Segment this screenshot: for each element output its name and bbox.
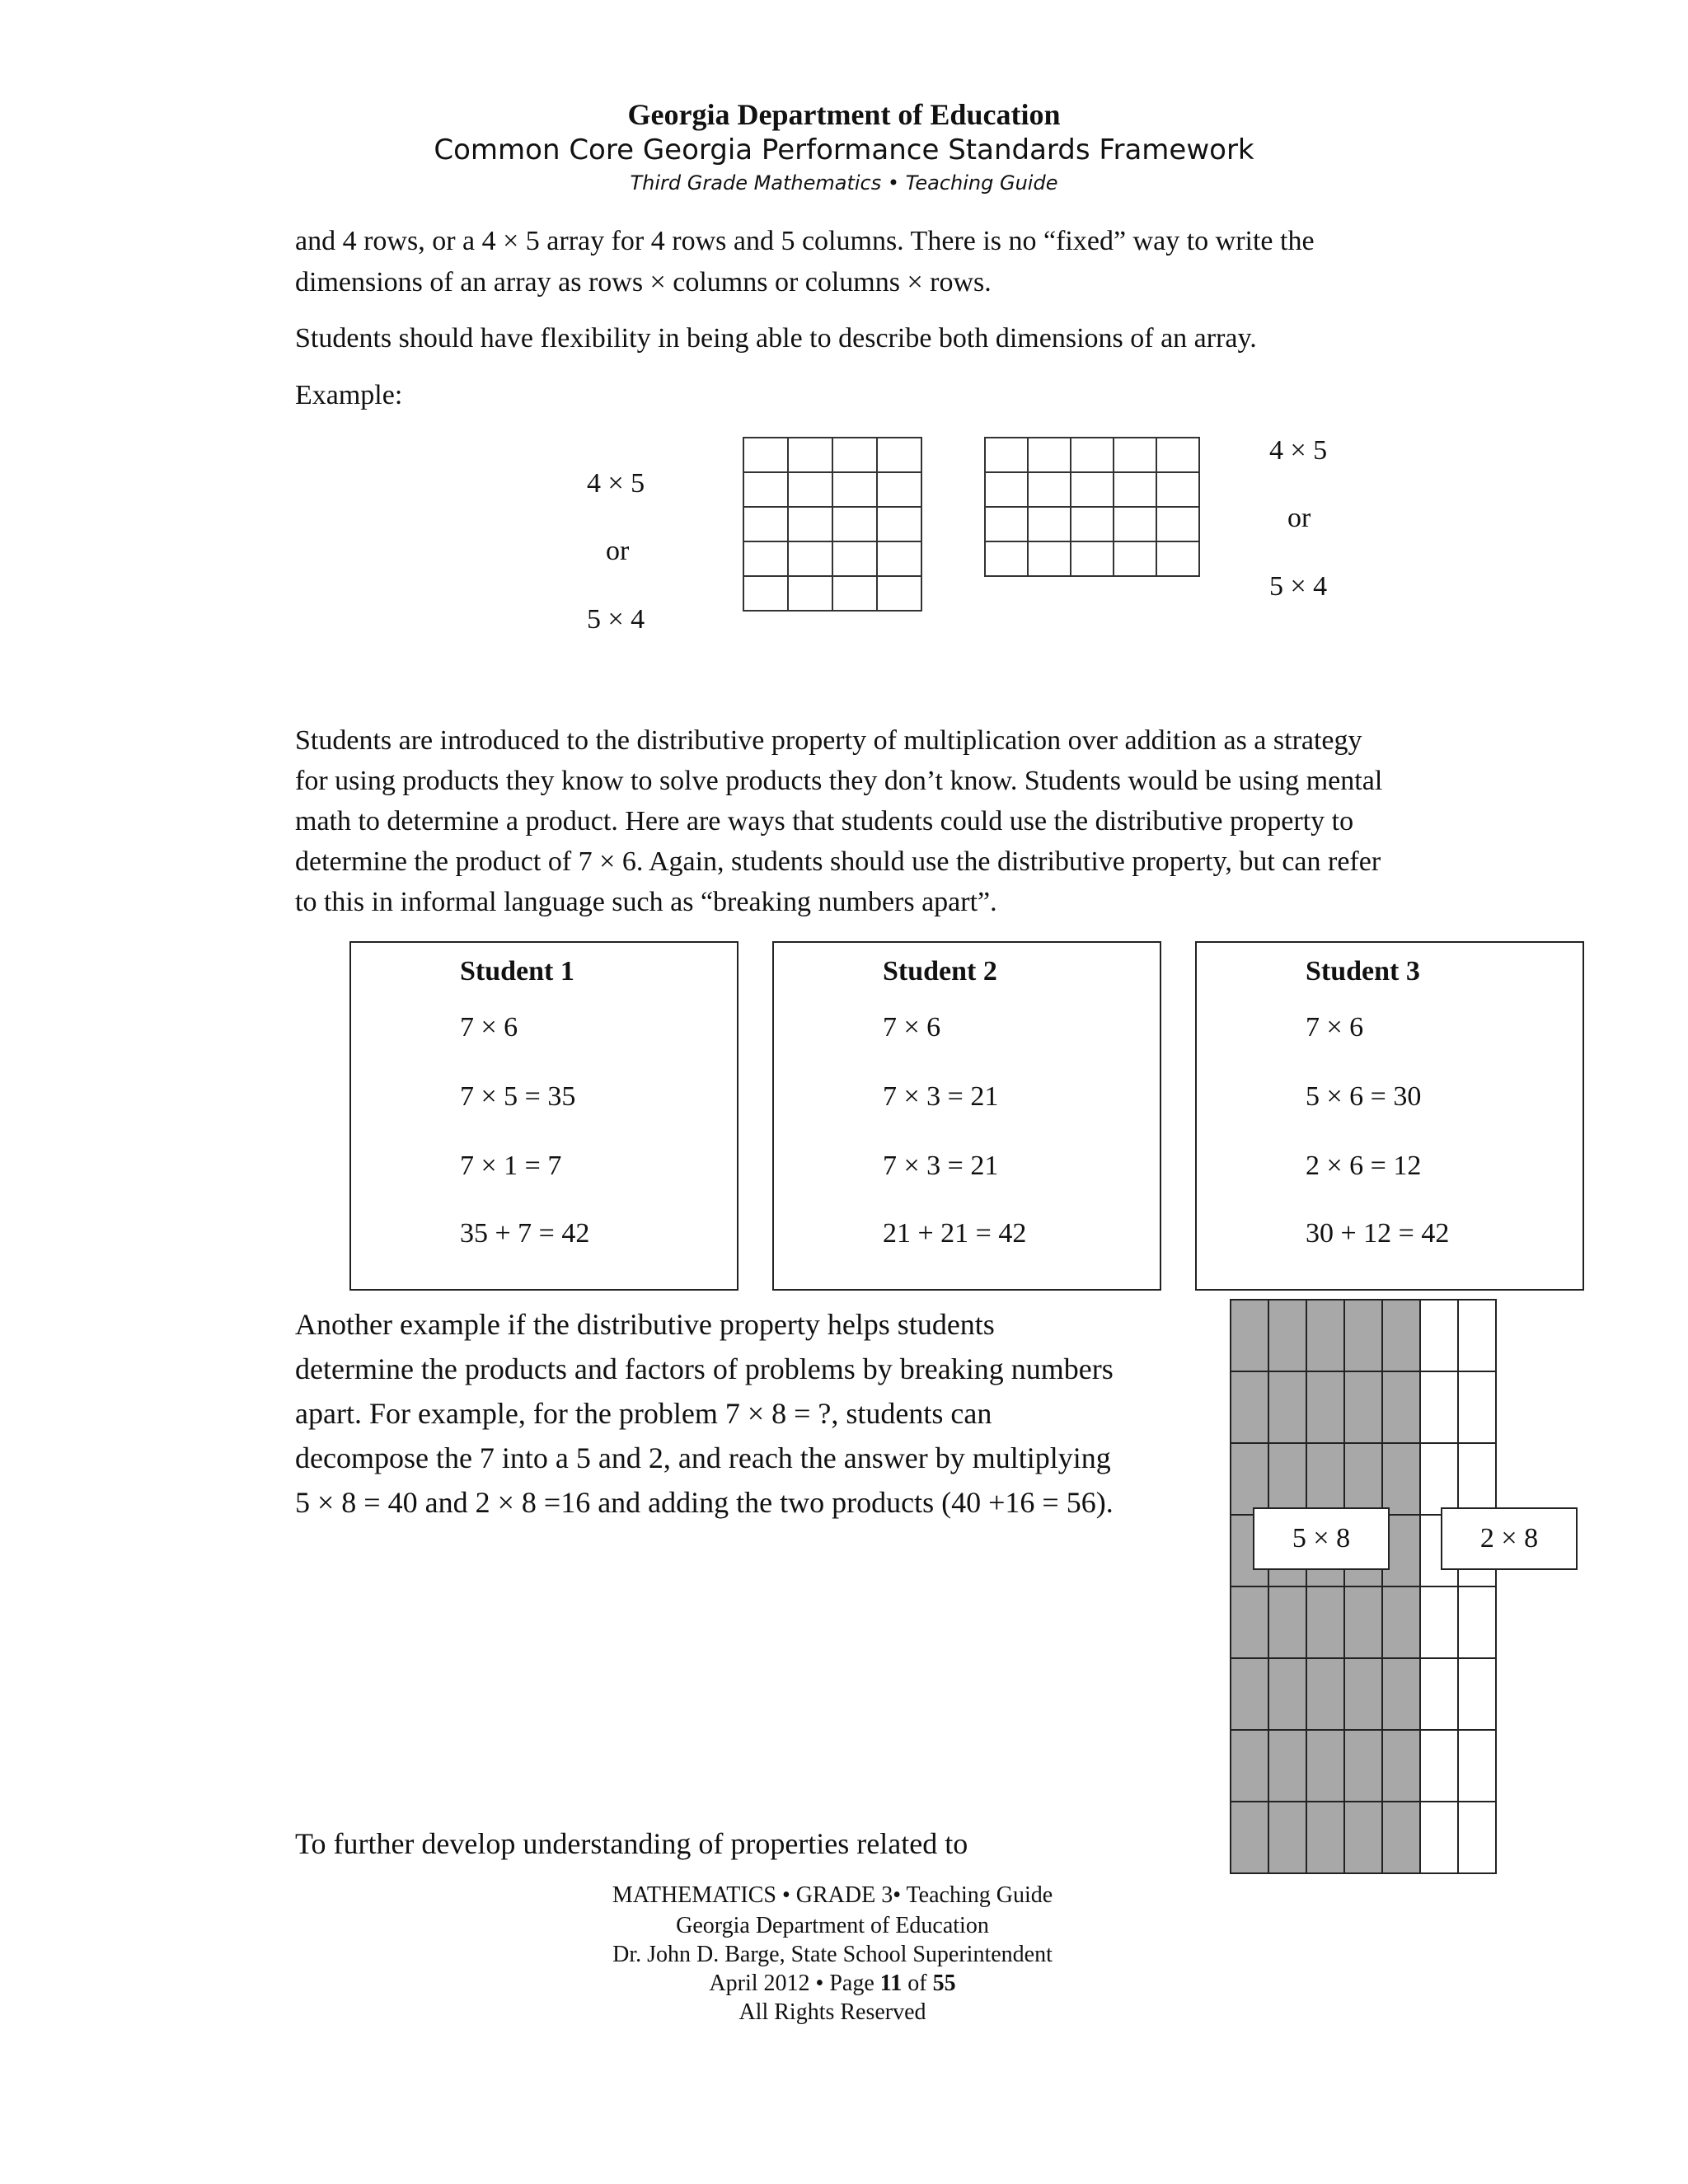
student-2-box xyxy=(772,941,1161,1291)
doc-header-framework: Common Core Georgia Performance Standards Framework xyxy=(434,134,1254,166)
shaded-cell xyxy=(1231,1371,1268,1443)
shaded-cell xyxy=(1306,1443,1344,1515)
another-line-2: determine the products and factors of problems by breaking numbers xyxy=(295,1352,1114,1385)
distributive-line-2: for using products they know to solve products they don’t know. Students would be using mental xyxy=(295,766,1383,796)
footer-rights: All Rights Reserved xyxy=(738,1999,926,2025)
flexibility-sentence: Students should have flexibility in being able to describe both dimensions of an array. xyxy=(295,323,1257,354)
another-line-1: Another example if the distributive property helps students xyxy=(295,1308,995,1341)
array-cell xyxy=(1071,438,1114,472)
shaded-cell xyxy=(1306,1802,1344,1873)
plain-cell xyxy=(1458,1300,1496,1371)
shaded-cell xyxy=(1382,1658,1420,1730)
array-5-by-4 xyxy=(743,437,922,612)
array-cell xyxy=(832,541,877,576)
example-label: Example: xyxy=(295,380,403,410)
array-cell xyxy=(832,472,877,507)
left-array-label-or: or xyxy=(606,536,630,566)
array-cell xyxy=(788,576,832,611)
array-cell xyxy=(743,507,788,541)
shaded-cell xyxy=(1306,1730,1344,1802)
array-cell xyxy=(1028,541,1071,576)
left-array-label-bottom: 5 × 4 xyxy=(587,604,645,635)
student-2-line: 7 × 3 = 21 xyxy=(883,1151,999,1181)
array-cell xyxy=(1156,438,1199,472)
shaded-cell xyxy=(1231,1658,1268,1730)
array-cell xyxy=(743,438,788,472)
array-7-by-8-decomposed xyxy=(1230,1299,1497,1874)
student-2-line: 7 × 6 xyxy=(883,1012,941,1043)
footer-superintendent: Dr. John D. Barge, State School Superintendent xyxy=(612,1942,1053,1967)
plain-cell xyxy=(1420,1658,1458,1730)
array-cell xyxy=(877,507,921,541)
plain-cell xyxy=(1420,1586,1458,1658)
plain-cell xyxy=(1458,1730,1496,1802)
plain-cell xyxy=(1458,1586,1496,1658)
array-cell xyxy=(832,438,877,472)
shaded-cell xyxy=(1268,1586,1306,1658)
array-cell xyxy=(877,541,921,576)
another-example-paragraph xyxy=(295,1302,1218,1525)
array-cell xyxy=(743,541,788,576)
shaded-cell xyxy=(1344,1443,1382,1515)
array-cell xyxy=(985,438,1028,472)
array-cell xyxy=(1156,507,1199,541)
shaded-cell xyxy=(1344,1658,1382,1730)
doc-header-subtitle: Third Grade Mathematics • Teaching Guide xyxy=(630,171,1058,194)
student-1-line: 7 × 1 = 7 xyxy=(460,1151,562,1181)
plain-cell xyxy=(1458,1371,1496,1443)
shaded-cell xyxy=(1268,1802,1306,1873)
array-cell xyxy=(1114,438,1156,472)
shaded-cell xyxy=(1344,1300,1382,1371)
shaded-cell xyxy=(1344,1371,1382,1443)
shaded-cell xyxy=(1231,1802,1268,1873)
shaded-cell xyxy=(1231,1300,1268,1371)
doc-header-org: Georgia Department of Education xyxy=(627,98,1061,131)
right-array-label-top: 4 × 5 xyxy=(1269,435,1328,466)
right-array-label-or: or xyxy=(1287,503,1311,533)
array-cell xyxy=(1028,507,1071,541)
shaded-cell xyxy=(1382,1802,1420,1873)
distributive-line-5: to this in informal language such as “breaking numbers apart”. xyxy=(295,887,997,917)
array-cell xyxy=(1114,472,1156,507)
array-cell xyxy=(788,438,832,472)
array-cell xyxy=(985,507,1028,541)
array-cell xyxy=(1071,507,1114,541)
array-cell xyxy=(1028,472,1071,507)
student-3-title: Student 3 xyxy=(1306,956,1420,987)
student-1-box xyxy=(349,941,738,1291)
footer-page-total: 55 xyxy=(932,1971,956,1996)
plain-cell xyxy=(1420,1802,1458,1873)
array-cell xyxy=(832,507,877,541)
array-cell xyxy=(1071,541,1114,576)
array-cell xyxy=(985,541,1028,576)
student-1-title: Student 1 xyxy=(460,956,574,987)
array-cell xyxy=(832,576,877,611)
array-cell xyxy=(788,541,832,576)
shaded-cell xyxy=(1382,1586,1420,1658)
shaded-cell xyxy=(1306,1658,1344,1730)
distributive-line-4: determine the product of 7 × 6. Again, students should use the distributive property, but can refer xyxy=(295,846,1381,877)
footer-title: MATHEMATICS • GRADE 3• Teaching Guide xyxy=(612,1882,1053,1908)
shaded-cell xyxy=(1382,1371,1420,1443)
array-cell xyxy=(743,472,788,507)
intro-line-1: and 4 rows, or a 4 × 5 array for 4 rows and 5 columns. There is no “fixed” way to write the xyxy=(295,226,1315,256)
shaded-cell xyxy=(1268,1443,1306,1515)
shaded-cell xyxy=(1306,1371,1344,1443)
distributive-line-1: Students are introduced to the distributive property of multiplication over addition as a strategy xyxy=(295,725,1362,756)
shaded-cell xyxy=(1231,1586,1268,1658)
further-sentence: To further develop understanding of properties related to xyxy=(295,1827,968,1860)
shaded-cell xyxy=(1382,1300,1420,1371)
plain-cell xyxy=(1420,1730,1458,1802)
right-array-label-bottom: 5 × 4 xyxy=(1269,571,1328,602)
array-cell xyxy=(1028,438,1071,472)
another-line-4: decompose the 7 into a 5 and 2, and reach the answer by multiplying xyxy=(295,1441,1111,1474)
student-2-line: 7 × 3 = 21 xyxy=(883,1081,999,1112)
plain-cell xyxy=(1420,1371,1458,1443)
shaded-cell xyxy=(1306,1300,1344,1371)
array-cell xyxy=(877,472,921,507)
shaded-cell xyxy=(1344,1730,1382,1802)
shaded-cell xyxy=(1306,1586,1344,1658)
shaded-cell xyxy=(1382,1730,1420,1802)
shaded-cell xyxy=(1382,1443,1420,1515)
another-line-5: 5 × 8 = 40 and 2 × 8 =16 and adding the two products (40 +16 = 56). xyxy=(295,1486,1114,1519)
shaded-cell xyxy=(1231,1730,1268,1802)
student-3-line: 30 + 12 = 42 xyxy=(1306,1218,1450,1249)
array-4-by-5 xyxy=(984,437,1200,577)
distributive-line-3: math to determine a product. Here are ways that students could use the distributive property to xyxy=(295,806,1354,837)
array-cell xyxy=(1114,541,1156,576)
student-1-line: 7 × 5 = 35 xyxy=(460,1081,576,1112)
array-cell xyxy=(1114,507,1156,541)
shaded-cell xyxy=(1268,1300,1306,1371)
footer-page-number: 11 xyxy=(879,1971,903,1996)
array-cell xyxy=(877,438,921,472)
shaded-cell xyxy=(1344,1586,1382,1658)
plain-cell xyxy=(1420,1443,1458,1515)
array-cell xyxy=(788,507,832,541)
student-2-line: 21 + 21 = 42 xyxy=(883,1218,1027,1249)
footer-of: of xyxy=(902,1971,933,1996)
shaded-cell xyxy=(1268,1730,1306,1802)
student-1-line: 7 × 6 xyxy=(460,1012,518,1043)
plain-cell xyxy=(1420,1300,1458,1371)
array-cell xyxy=(788,472,832,507)
student-3-line: 5 × 6 = 30 xyxy=(1306,1081,1422,1112)
array-cell xyxy=(877,576,921,611)
another-line-3: apart. For example, for the problem 7 × 8 = ?, students can xyxy=(295,1397,992,1430)
intro-paragraph xyxy=(295,221,1482,303)
student-1-line: 35 + 7 = 42 xyxy=(460,1218,590,1249)
array-cell xyxy=(1071,472,1114,507)
shaded-cell xyxy=(1231,1443,1268,1515)
label-5-by-8: 5 × 8 xyxy=(1253,1507,1390,1570)
plain-cell xyxy=(1458,1802,1496,1873)
array-cell xyxy=(1156,472,1199,507)
plain-cell xyxy=(1458,1658,1496,1730)
array-cell xyxy=(985,472,1028,507)
footer-date: April 2012 • Page xyxy=(709,1971,880,1996)
label-2-by-8: 2 × 8 xyxy=(1441,1507,1578,1570)
distributive-paragraph xyxy=(295,720,1507,922)
array-cell xyxy=(743,576,788,611)
footer-org: Georgia Department of Education xyxy=(676,1913,989,1938)
shaded-cell xyxy=(1344,1802,1382,1873)
student-2-title: Student 2 xyxy=(883,956,997,987)
shaded-cell xyxy=(1268,1658,1306,1730)
plain-cell xyxy=(1458,1443,1496,1515)
left-array-label-top: 4 × 5 xyxy=(587,468,645,499)
intro-line-2: dimensions of an array as rows × columns or columns × rows. xyxy=(295,267,992,298)
footer-page-line xyxy=(0,1971,1665,1997)
student-3-line: 2 × 6 = 12 xyxy=(1306,1151,1422,1181)
student-3-box xyxy=(1195,941,1584,1291)
student-3-line: 7 × 6 xyxy=(1306,1012,1364,1043)
shaded-cell xyxy=(1268,1371,1306,1443)
array-cell xyxy=(1156,541,1199,576)
